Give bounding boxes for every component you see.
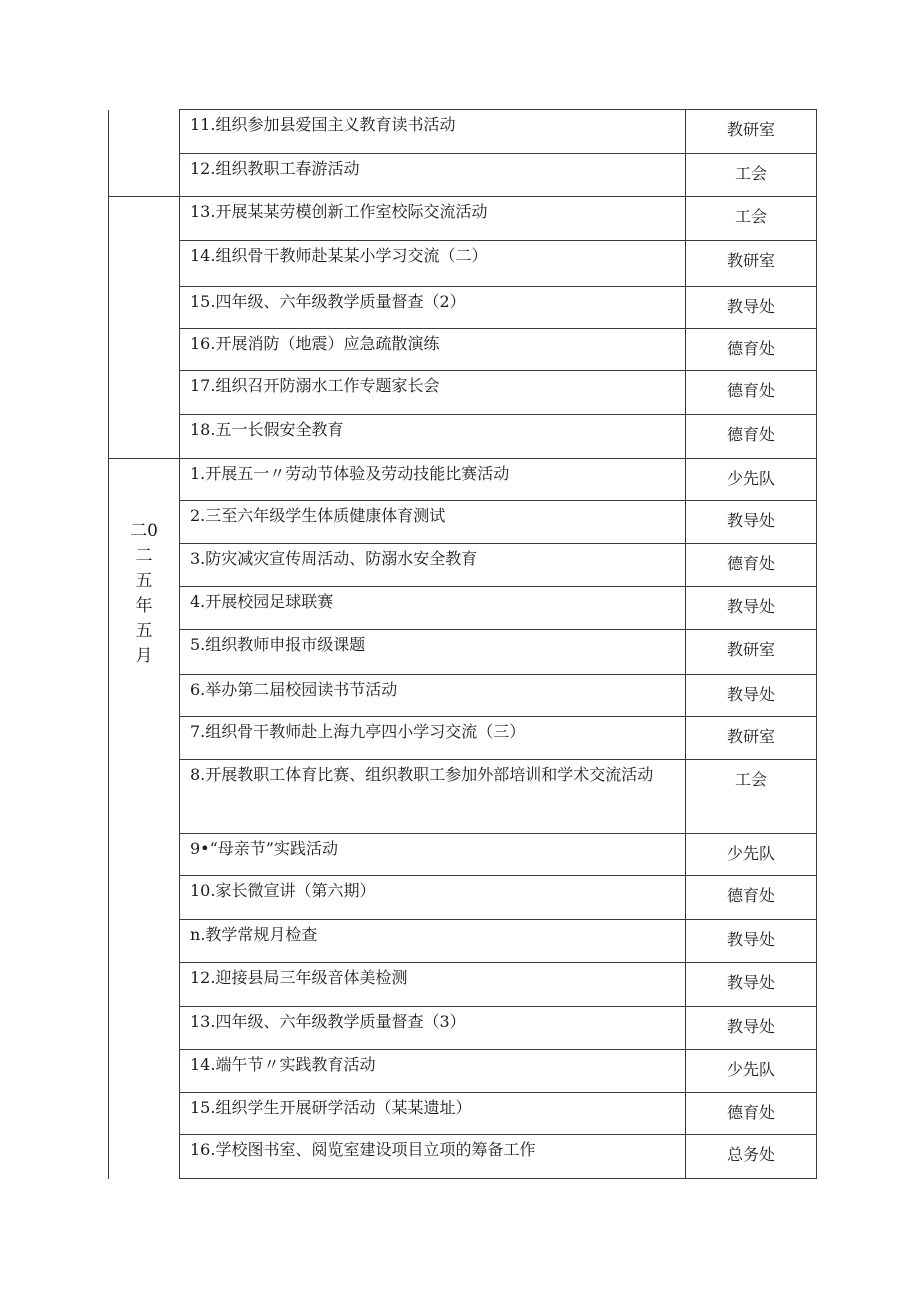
table-row: [109, 197, 817, 241]
activity-text: 12.组织教职工春游活动: [190, 159, 360, 178]
department-text: 德育处: [726, 554, 775, 573]
activity-cell: [180, 371, 686, 415]
activity-text: 5.组织教师申报市级课题: [190, 635, 366, 654]
department-text: 教导处: [726, 930, 775, 949]
department-text: 德育处: [726, 425, 775, 444]
month-cell: [109, 110, 180, 197]
department-cell: [686, 544, 817, 587]
activity-cell: [180, 287, 686, 329]
activity-text: 15.组织学生开展研学活动（某某遗址）: [190, 1098, 472, 1117]
activity-text: 3.防灾减灾宣传周活动、防溺水安全教育: [190, 549, 478, 568]
activity-text: 14.组织骨干教师赴某某小学习交流（二）: [190, 246, 488, 265]
activity-cell: [180, 544, 686, 587]
month-label: 二0二五年五月: [130, 521, 158, 666]
activity-cell: [180, 876, 686, 920]
activity-text: 16.学校图书室、阅览室建设项目立项的筹备工作: [190, 1140, 536, 1159]
table-row: [109, 501, 817, 544]
activity-text: 9•“母亲节”实践活动: [190, 839, 338, 858]
department-text: 教导处: [726, 297, 775, 316]
activity-cell: [180, 717, 686, 760]
table-row: [109, 717, 817, 760]
activity-text: 17.组织召开防溺水工作专题家长会: [190, 376, 440, 395]
department-cell: [686, 1050, 817, 1093]
table-row: [109, 1050, 817, 1093]
work-schedule-table: [108, 109, 817, 1179]
activity-cell: [180, 459, 686, 501]
department-cell: [686, 876, 817, 920]
table-row: [109, 415, 817, 459]
activity-text: 13.开展某某劳模创新工作室校际交流活动: [190, 202, 488, 221]
activity-cell: [180, 241, 686, 287]
activity-text: 18.五一长假安全教育: [190, 420, 344, 439]
table-row: [109, 371, 817, 415]
activity-cell: [180, 760, 686, 834]
department-cell: [686, 1007, 817, 1050]
department-text: 工会: [734, 770, 767, 789]
activity-cell: [180, 963, 686, 1007]
activity-cell: [180, 630, 686, 675]
table-row: [109, 287, 817, 329]
table-row: [109, 1007, 817, 1050]
department-cell: [686, 963, 817, 1007]
department-cell: [686, 587, 817, 630]
activity-text: 4.开展校园足球联赛: [190, 592, 334, 611]
activity-cell: [180, 834, 686, 876]
department-cell: [686, 154, 817, 197]
activity-text: 10.家长微宣讲（第六期）: [190, 881, 376, 900]
table-row: [109, 876, 817, 920]
table-row: [109, 154, 817, 197]
department-cell: [686, 287, 817, 329]
table-row: [109, 459, 817, 501]
department-text: 教导处: [726, 1017, 775, 1036]
activity-text: 6.举办第二届校园读书节活动: [190, 680, 398, 699]
department-text: 德育处: [726, 1103, 775, 1122]
activity-cell: [180, 1050, 686, 1093]
activity-cell: [180, 415, 686, 459]
department-text: 教研室: [726, 727, 775, 746]
department-text: 工会: [734, 207, 767, 226]
table-row: [109, 1135, 817, 1179]
department-text: 少先队: [726, 844, 775, 863]
activity-cell: [180, 501, 686, 544]
department-text: 教导处: [726, 511, 775, 530]
activity-text: 7.组织骨干教师赴上海九亭四小学习交流（三）: [190, 722, 526, 741]
activity-text: n.教学常规月检查: [190, 925, 318, 944]
activity-text: 8.开展教职工体育比赛、组织教职工参加外部培训和学术交流活动: [190, 765, 654, 784]
table-row: [109, 110, 817, 154]
department-cell: [686, 415, 817, 459]
department-text: 教导处: [726, 685, 775, 704]
activity-text: 1.开展五一〃劳动节体验及劳动技能比赛活动: [190, 464, 510, 483]
activity-cell: [180, 675, 686, 717]
department-text: 总务处: [726, 1145, 775, 1164]
department-cell: [686, 630, 817, 675]
activity-cell: [180, 920, 686, 963]
activity-text: 2.三至六年级学生体质健康体育测试: [190, 506, 446, 525]
department-text: 少先队: [726, 1060, 775, 1079]
department-cell: [686, 241, 817, 287]
department-text: 教研室: [726, 251, 775, 270]
department-text: 教研室: [726, 640, 775, 659]
activity-cell: [180, 329, 686, 371]
department-cell: [686, 501, 817, 544]
department-cell: [686, 371, 817, 415]
department-text: 教研室: [726, 120, 775, 139]
activity-cell: [180, 154, 686, 197]
table-row: [109, 241, 817, 287]
department-text: 教导处: [726, 597, 775, 616]
table-row: [109, 587, 817, 630]
department-text: 少先队: [726, 469, 775, 488]
department-cell: [686, 1135, 817, 1179]
table-row: [109, 760, 817, 834]
activity-text: 11.组织参加县爱国主义教育读书活动: [190, 115, 456, 134]
activity-cell: [180, 1007, 686, 1050]
department-cell: [686, 920, 817, 963]
department-cell: [686, 834, 817, 876]
activity-cell: [180, 587, 686, 630]
department-cell: [686, 717, 817, 760]
department-text: 教导处: [726, 973, 775, 992]
department-text: 德育处: [726, 886, 775, 905]
activity-text: 16.开展消防（地震）应急疏散演练: [190, 334, 440, 353]
month-cell: [109, 459, 180, 1179]
activity-cell: [180, 1093, 686, 1135]
department-cell: [686, 1093, 817, 1135]
department-cell: [686, 760, 817, 834]
table-row: [109, 544, 817, 587]
table-row: [109, 920, 817, 963]
table-row: [109, 630, 817, 675]
activity-text: 12.迎接县局三年级音体美检测: [190, 968, 408, 987]
department-cell: [686, 329, 817, 371]
department-cell: [686, 675, 817, 717]
table-row: [109, 675, 817, 717]
activity-text: 14.端午节〃实践教育活动: [190, 1055, 376, 1074]
department-text: 德育处: [726, 381, 775, 400]
activity-cell: [180, 110, 686, 154]
month-cell: [109, 197, 180, 459]
department-text: 工会: [734, 164, 767, 183]
activity-text: 13.四年级、六年级教学质量督查（3）: [190, 1012, 466, 1031]
table-row: [109, 963, 817, 1007]
department-cell: [686, 110, 817, 154]
table-row: [109, 329, 817, 371]
department-cell: [686, 459, 817, 501]
table-row: [109, 1093, 817, 1135]
activity-text: 15.四年级、六年级教学质量督查（2）: [190, 292, 466, 311]
department-text: 德育处: [726, 339, 775, 358]
activity-cell: [180, 1135, 686, 1179]
department-cell: [686, 197, 817, 241]
table-row: [109, 834, 817, 876]
activity-cell: [180, 197, 686, 241]
